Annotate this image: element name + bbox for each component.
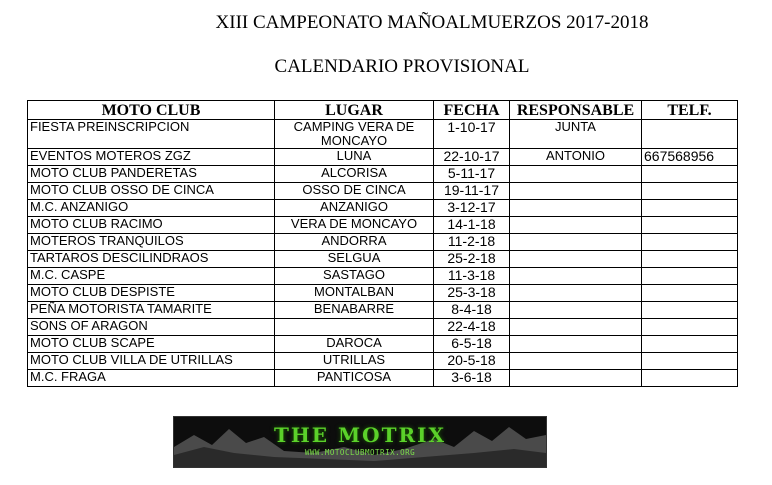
cell-club: M.C. FRAGA — [28, 370, 275, 387]
table-row — [28, 302, 738, 319]
cell-telf — [642, 353, 738, 370]
cell-fecha: 14-1-18 — [434, 217, 510, 234]
cell-telf — [642, 217, 738, 234]
cell-lugar: CAMPING VERA DE MONCAYO — [275, 120, 434, 149]
table-row — [28, 370, 738, 387]
cell-lugar: SASTAGO — [275, 268, 434, 285]
table-row — [28, 268, 738, 285]
cell-club: FIESTA PREINSCRIPCION — [28, 120, 275, 149]
cell-fecha: 25-3-18 — [434, 285, 510, 302]
column-header-fecha: FECHA — [434, 101, 510, 120]
cell-fecha: 5-11-17 — [434, 166, 510, 183]
cell-club: MOTO CLUB RACIMO — [28, 217, 275, 234]
table-row — [28, 336, 738, 353]
page-title: XIII CAMPEONATO MAÑOALMUERZOS 2017-2018 — [215, 12, 649, 33]
column-header-responsable: RESPONSABLE — [510, 101, 642, 120]
motrix-url: WWW.MOTOCLUBMOTRIX.ORG — [304, 448, 416, 457]
table-row — [28, 285, 738, 302]
cell-lugar: DAROCA — [275, 336, 434, 353]
cell-club: SONS OF ARAGON — [28, 319, 275, 336]
cell-responsable — [510, 251, 642, 268]
cell-club: MOTO CLUB DESPISTE — [28, 285, 275, 302]
cell-responsable — [510, 268, 642, 285]
cell-lugar: ANDORRA — [275, 234, 434, 251]
cell-fecha: 3-12-17 — [434, 200, 510, 217]
calendar-table — [27, 100, 738, 387]
cell-responsable — [510, 285, 642, 302]
cell-responsable — [510, 183, 642, 200]
cell-lugar — [275, 319, 434, 336]
page-subtitle: CALENDARIO PROVISIONAL — [274, 56, 530, 77]
cell-fecha: 1-10-17 — [434, 120, 510, 149]
cell-telf — [642, 268, 738, 285]
cell-lugar: ALCORISA — [275, 166, 434, 183]
cell-lugar: VERA DE MONCAYO — [275, 217, 434, 234]
cell-fecha: 11-3-18 — [434, 268, 510, 285]
cell-fecha: 6-5-18 — [434, 336, 510, 353]
cell-responsable — [510, 319, 642, 336]
cell-club: M.C. CASPE — [28, 268, 275, 285]
cell-telf — [642, 120, 738, 149]
cell-telf — [642, 285, 738, 302]
cell-club: MOTO CLUB OSSO DE CINCA — [28, 183, 275, 200]
table-row — [28, 166, 738, 183]
cell-responsable: ANTONIO — [510, 149, 642, 166]
cell-telf: 667568956 — [642, 149, 738, 166]
cell-club: MOTO CLUB SCAPE — [28, 336, 275, 353]
cell-telf — [642, 234, 738, 251]
cell-responsable — [510, 336, 642, 353]
table-row — [28, 234, 738, 251]
column-header-telf: TELF. — [642, 101, 738, 120]
cell-fecha: 8-4-18 — [434, 302, 510, 319]
cell-lugar: OSSO DE CINCA — [275, 183, 434, 200]
cell-telf — [642, 251, 738, 268]
cell-club: M.C. ANZANIGO — [28, 200, 275, 217]
column-header-lugar: LUGAR — [275, 101, 434, 120]
cell-fecha: 22-10-17 — [434, 149, 510, 166]
cell-responsable — [510, 302, 642, 319]
table-header-row — [28, 101, 738, 120]
cell-responsable — [510, 370, 642, 387]
cell-telf — [642, 319, 738, 336]
cell-responsable — [510, 217, 642, 234]
table-row — [28, 120, 738, 149]
cell-club: MOTO CLUB VILLA DE UTRILLAS — [28, 353, 275, 370]
cell-telf — [642, 200, 738, 217]
cell-club: PEÑA MOTORISTA TAMARITE — [28, 302, 275, 319]
cell-responsable — [510, 234, 642, 251]
cell-telf — [642, 370, 738, 387]
cell-fecha: 3-6-18 — [434, 370, 510, 387]
column-header-club: MOTO CLUB — [28, 101, 275, 120]
cell-telf — [642, 166, 738, 183]
cell-fecha: 22-4-18 — [434, 319, 510, 336]
cell-fecha: 11-2-18 — [434, 234, 510, 251]
cell-responsable — [510, 166, 642, 183]
cell-lugar: PANTICOSA — [275, 370, 434, 387]
cell-club: MOTEROS TRANQUILOS — [28, 234, 275, 251]
cell-responsable — [510, 353, 642, 370]
cell-fecha: 19-11-17 — [434, 183, 510, 200]
table-row — [28, 217, 738, 234]
cell-club: TARTAROS DESCILINDRAOS — [28, 251, 275, 268]
cell-lugar: ANZANIGO — [275, 200, 434, 217]
cell-telf — [642, 183, 738, 200]
table-row — [28, 251, 738, 268]
cell-fecha: 25-2-18 — [434, 251, 510, 268]
table-row — [28, 353, 738, 370]
table-row — [28, 319, 738, 336]
cell-club: MOTO CLUB PANDERETAS — [28, 166, 275, 183]
cell-telf — [642, 336, 738, 353]
cell-telf — [642, 302, 738, 319]
table-row — [28, 183, 738, 200]
cell-lugar: LUNA — [275, 149, 434, 166]
motrix-logo-text: THE MOTRIX — [274, 423, 446, 447]
cell-lugar: MONTALBAN — [275, 285, 434, 302]
table-row — [28, 200, 738, 217]
cell-fecha: 20-5-18 — [434, 353, 510, 370]
table-row — [28, 149, 738, 166]
cell-lugar: UTRILLAS — [275, 353, 434, 370]
cell-responsable: JUNTA — [510, 120, 642, 149]
cell-club: EVENTOS MOTEROS ZGZ — [28, 149, 275, 166]
motrix-banner[interactable] — [173, 416, 547, 468]
cell-lugar: BENABARRE — [275, 302, 434, 319]
cell-lugar: SELGUA — [275, 251, 434, 268]
cell-responsable — [510, 200, 642, 217]
